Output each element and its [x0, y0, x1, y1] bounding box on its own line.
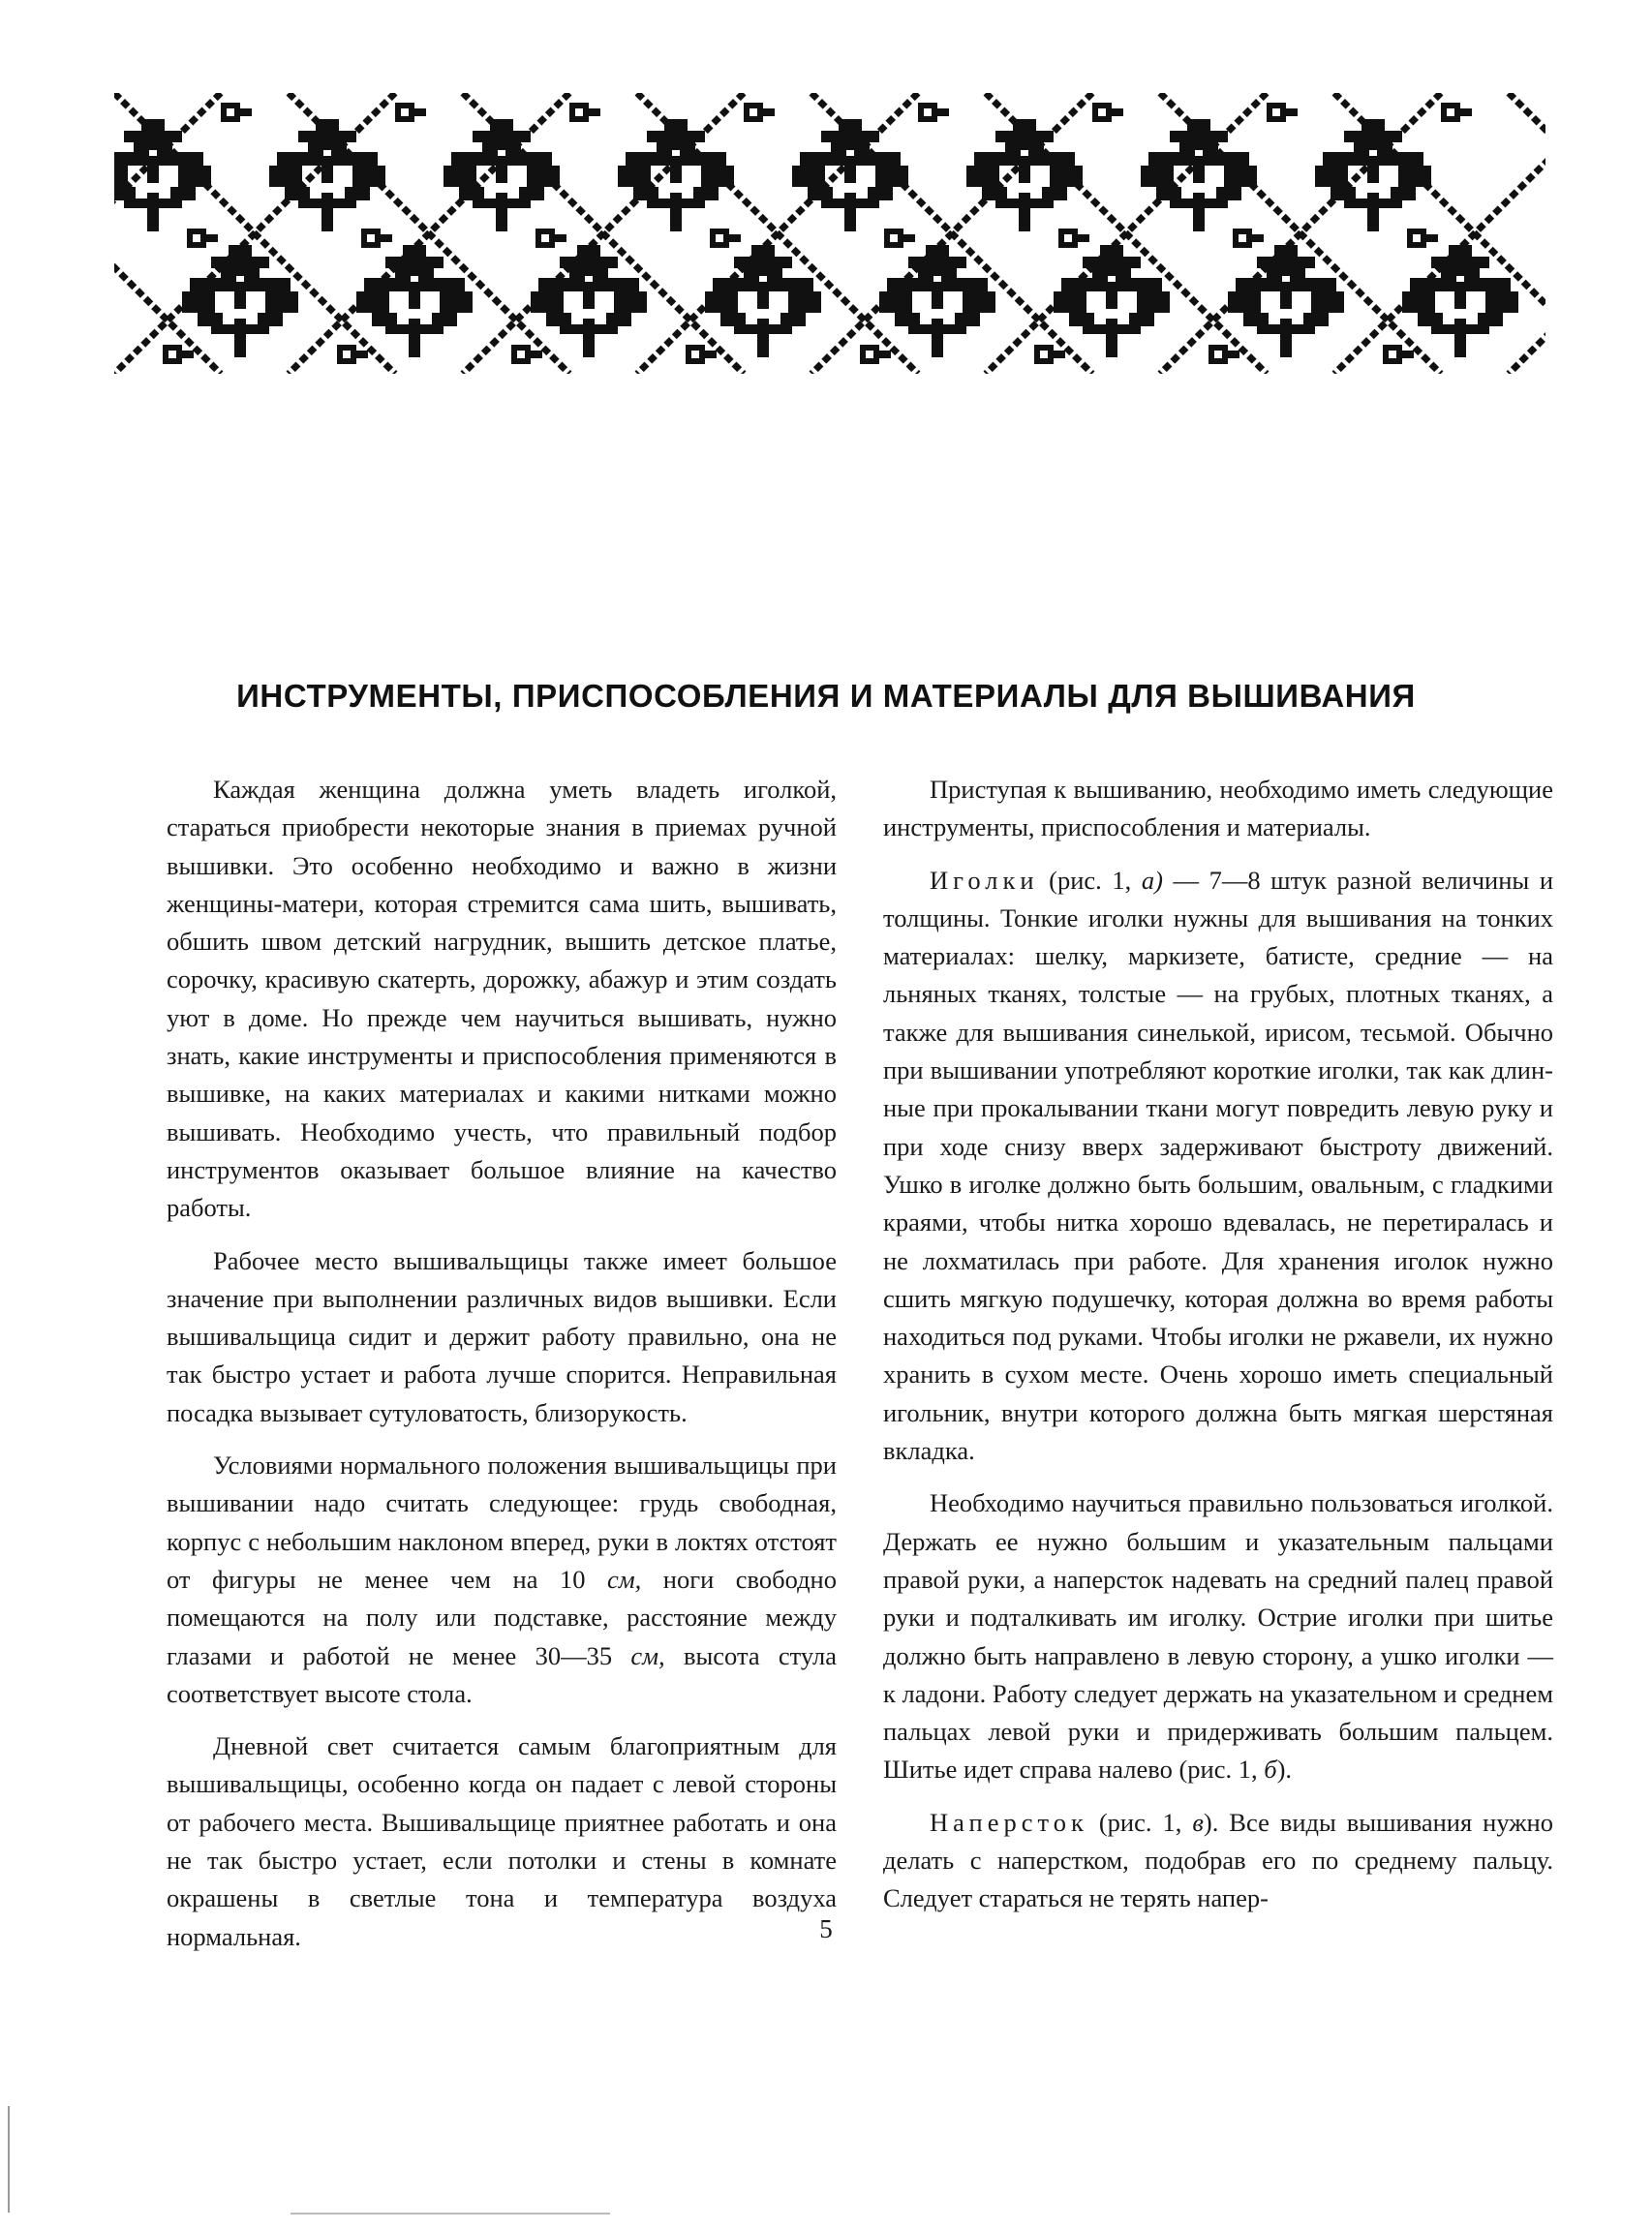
leaf-motif: [686, 345, 717, 364]
flower-motif: [792, 119, 908, 231]
leaf-motif: [1407, 229, 1438, 248]
flower-motif: [618, 119, 734, 231]
text-run: Условиями нормального положения вышивальщицы при вышивании надо считать следующее: грудь свободная, корпус с небольшим наклоном вперед, руки в локтях отстоят от фигуры не менее чем на 10: [167, 1451, 837, 1594]
leaf-motif: [337, 345, 368, 364]
leaf-motif: [860, 345, 891, 364]
leaf-motif: [221, 103, 252, 122]
figure-letter: а): [1141, 865, 1163, 895]
paragraph: [883, 862, 1553, 1471]
text-run: ).: [1276, 1755, 1293, 1785]
lattice-stitch-line: [1509, 93, 1545, 374]
flower-motif: [114, 119, 211, 231]
figure-letter: в: [1192, 1807, 1204, 1837]
text-run: Необходимо научиться правильно пользоваться иголкой. Держать ее нужно большим и указательным пальцами правой руки, а наперсток надевать на средний палец правой руки и подталкивать им иголку. Острие иголки при шитье должно быть направлено в левую сторону, а ушко иголки — к ладони. Работу следует держать на указательном и среднем пальцах левой руки и придерживать большим пальцем. Шитье идет справа налево (рис. 1,: [883, 1488, 1553, 1785]
paragraph: Рабочее место вышивальщицы также имеет большое значение при выполнении различных видов вышивки. Если вышивальщица сидит и держит работу правильно, она не так быстро устает и работа лучше спорится. Неправильная посадка вызывает сутуловатость, близорукость.: [167, 1245, 837, 1427]
leaf-motif: [710, 229, 741, 248]
flower-motif: [444, 119, 560, 231]
leaf-motif: [1441, 103, 1472, 122]
leaf-motif: [1233, 229, 1264, 248]
leaf-motif: [1383, 345, 1414, 364]
leaf-motif: [361, 229, 392, 248]
right-column: [883, 771, 1553, 1933]
leaf-motif: [744, 103, 775, 122]
leaf-motif: [511, 345, 542, 364]
leaf-motif: [1092, 103, 1123, 122]
text-run: ). Все виды вышивания нужно делать с наперстком, подобрав его по среднему пальцу. Следует стараться не терять напер-: [883, 1807, 1553, 1913]
leaf-motif: [187, 229, 218, 248]
leaf-motif: [1208, 345, 1239, 364]
paragraph: Каждая женщина должна уметь владеть иголкой, стараться приобрести некоторые знания в приемах ручной вышивки. Это особенно необходимо и важно в жизни женщины-матери, которая стремится сама шить, вышивать, обшить швом детский нагрудник, вышить детское платье, сорочку, красивую скатерть, дорожку, абажур и этим создать уют в доме. Но прежде чем научиться вышивать, нужно знать, какие инструменты и приспособления применяются в вышивке, на каких материалах и какими нитками можно вышивать. Необходимо учесть, что правильный подбор инструментов оказывает большое влияние на качество работы.: [167, 775, 837, 1223]
leaf-motif: [1267, 103, 1298, 122]
paragraph: Дневной свет считается самым благоприятным для вышивальщицы, особенно когда он падает с левой стороны от рабочего места. Вышивальщице приятнее работать и она не так быстро устает, если потолки и стены в комнате окрашены в светлые тона и температура воздуха нормальная.: [167, 1731, 837, 1951]
flower-motif: [1141, 119, 1257, 231]
leaf-motif: [163, 345, 194, 364]
leaf-motif: [1034, 345, 1065, 364]
leaf-motif: [395, 103, 426, 122]
text-run: (рис. 1,: [1038, 865, 1142, 895]
scan-edge-mark: [8, 2106, 10, 2213]
text-run: высота стула соответствует высоте стола.: [167, 1640, 837, 1708]
text-run: (рис. 1,: [1087, 1807, 1193, 1837]
leaf-motif: [884, 229, 915, 248]
term-thimble: Наперсток: [930, 1807, 1088, 1837]
figure-letter: б: [1264, 1755, 1277, 1785]
paragraph: [883, 1484, 1553, 1788]
leaf-motif: [535, 229, 566, 248]
term-needles: Иголки: [930, 865, 1039, 895]
left-column: [167, 771, 837, 1970]
flower-motif: [1315, 119, 1431, 231]
leaf-motif: [1058, 229, 1089, 248]
text-run: ноги свободно помещаются на полу или подставке, расстояние между глазами и работой не менее 30—35: [167, 1564, 837, 1670]
flower-motif: [269, 119, 385, 231]
leaf-motif: [918, 103, 949, 122]
paragraph: [167, 1447, 837, 1713]
ornament-band: [114, 93, 1545, 374]
lattice-stitch-line: [1509, 93, 1545, 374]
unit: см,: [606, 1564, 642, 1594]
scan-line-mark: [291, 2213, 610, 2215]
unit: см,: [630, 1640, 665, 1670]
paragraph: Приступая к вышиванию, необходимо иметь следующие инструменты, приспособления и материалы.: [883, 775, 1553, 842]
leaf-motif: [569, 103, 600, 122]
page-title: ИНСТРУМЕНТЫ, ПРИСПОСОБЛЕНИЯ И МАТЕРИАЛЫ ДЛЯ ВЫШИВАНИЯ: [236, 678, 1416, 714]
paragraph: [883, 1804, 1553, 1918]
ornament-shapes: [114, 93, 1545, 374]
page-number: 5: [819, 1914, 833, 1943]
flower-motif: [966, 119, 1083, 231]
text-run: — 7—8 штук разной величины и толщины. Тонкие иголки нужны для вышивания на тонких материалах: шелку, маркизете, батисте, средние — на льняных тканях, толстые — на грубых, плотных тканях, а также для вышивания синелькой, ирисом, тесьмой. Обычно при вышивании употребляют короткие иголки, так как длинные при прокалывании ткани могут повредить левую руку и при ходе снизу вверх задерживают быстроту движений. Ушко в иголке должно быть большим, овальным, с гладкими краями, чтобы нитка хорошо вдевалась, не перетиралась и не лохматилась при работе. Для хранения иголок нужно сшить мягкую подушечку, которая должна во время работы находиться под руками. Чтобы иголки не ржавели, их нужно хранить в сухом месте. Очень хорошо иметь специальный игольник, внутри которого должна быть мягкая шерстяная вкладка.: [883, 865, 1553, 1466]
